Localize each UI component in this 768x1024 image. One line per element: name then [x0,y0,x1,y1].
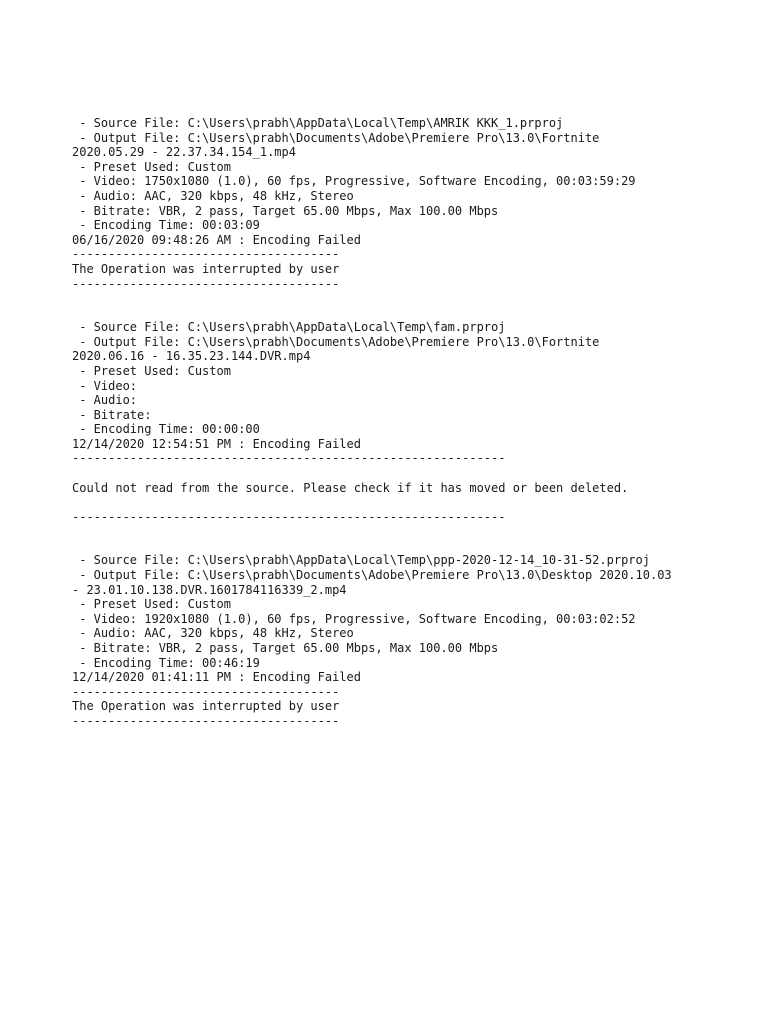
output-file-continuation: 2020.06.16 - 16.35.23.144.DVR.mp4 [72,349,311,364]
separator: ------------------------------------- [72,276,340,291]
video-line: - Video: 1750x1080 (1.0), 60 fps, Progressive, Software Encoding, 00:03:59:29 [72,174,636,189]
status-line: 12/14/2020 12:54:51 PM : Encoding Failed [72,436,361,451]
source-file-line: - Source File: C:\Users\prabh\AppData\Local\Temp\AMRIK KKK_1.prproj [72,116,564,130]
separator: ------------------------------------- [72,247,340,262]
audio-line: - Audio: AAC, 320 kbps, 48 kHz, Stereo [72,188,354,203]
output-file-line: - Output File: C:\Users\prabh\Documents\Adobe\Premiere Pro\13.0\Fortnite [72,334,600,349]
video-line: - Video: [72,378,138,393]
source-file-line: - Source File: C:\Users\prabh\AppData\Local\Temp\fam.prproj [72,320,506,335]
error-message: The Operation was interrupted by user [72,261,340,276]
bitrate-line: - Bitrate: [72,407,152,422]
separator: ------------------------------------------------------------ [72,451,506,466]
separator: ------------------------------------------------------------ [72,509,506,524]
preset-line: - Preset Used: Custom [72,597,231,612]
log-entry [72,116,762,291]
error-message: The Operation was interrupted by user [72,699,340,714]
encoding-time-line: - Encoding Time: 00:46:19 [72,655,260,670]
blank-line [72,466,762,481]
preset-line: - Preset Used: Custom [72,159,231,174]
log-entry [72,553,762,728]
audio-line: - Audio: [72,393,138,408]
status-line: 12/14/2020 01:41:11 PM : Encoding Failed [72,670,361,685]
output-file-continuation: 2020.05.29 - 22.37.34.154_1.mp4 [72,145,296,160]
audio-line: - Audio: AAC, 320 kbps, 48 kHz, Stereo [72,626,354,641]
error-message: Could not read from the source. Please check if it has moved or been deleted. [72,480,629,495]
preset-line: - Preset Used: Custom [72,363,231,378]
source-file-line: - Source File: C:\Users\prabh\AppData\Local\Temp\ppp-2020-12-14_10-31-52.prproj [72,553,650,568]
video-line: - Video: 1920x1080 (1.0), 60 fps, Progressive, Software Encoding, 00:03:02:52 [72,611,636,626]
log-entry [72,320,762,524]
bitrate-line: - Bitrate: VBR, 2 pass, Target 65.00 Mbps, Max 100.00 Mbps [72,641,499,655]
blank-line [72,495,762,510]
output-file-continuation: - 23.01.10.138.DVR.1601784116339_2.mp4 [72,582,347,597]
separator: ------------------------------------- [72,684,340,699]
output-file-line: - Output File: C:\Users\prabh\Documents\Adobe\Premiere Pro\13.0\Desktop 2020.10.03 [72,568,672,583]
bitrate-line: - Bitrate: VBR, 2 pass, Target 65.00 Mbps, Max 100.00 Mbps [72,203,499,218]
encoding-log-document [72,116,762,729]
encoding-time-line: - Encoding Time: 00:03:09 [72,218,260,233]
status-line: 06/16/2020 09:48:26 AM : Encoding Failed [72,232,361,247]
encoding-time-line: - Encoding Time: 00:00:00 [72,422,260,437]
separator: ------------------------------------- [72,713,340,728]
output-file-line: - Output File: C:\Users\prabh\Documents\Adobe\Premiere Pro\13.0\Fortnite [72,130,600,145]
